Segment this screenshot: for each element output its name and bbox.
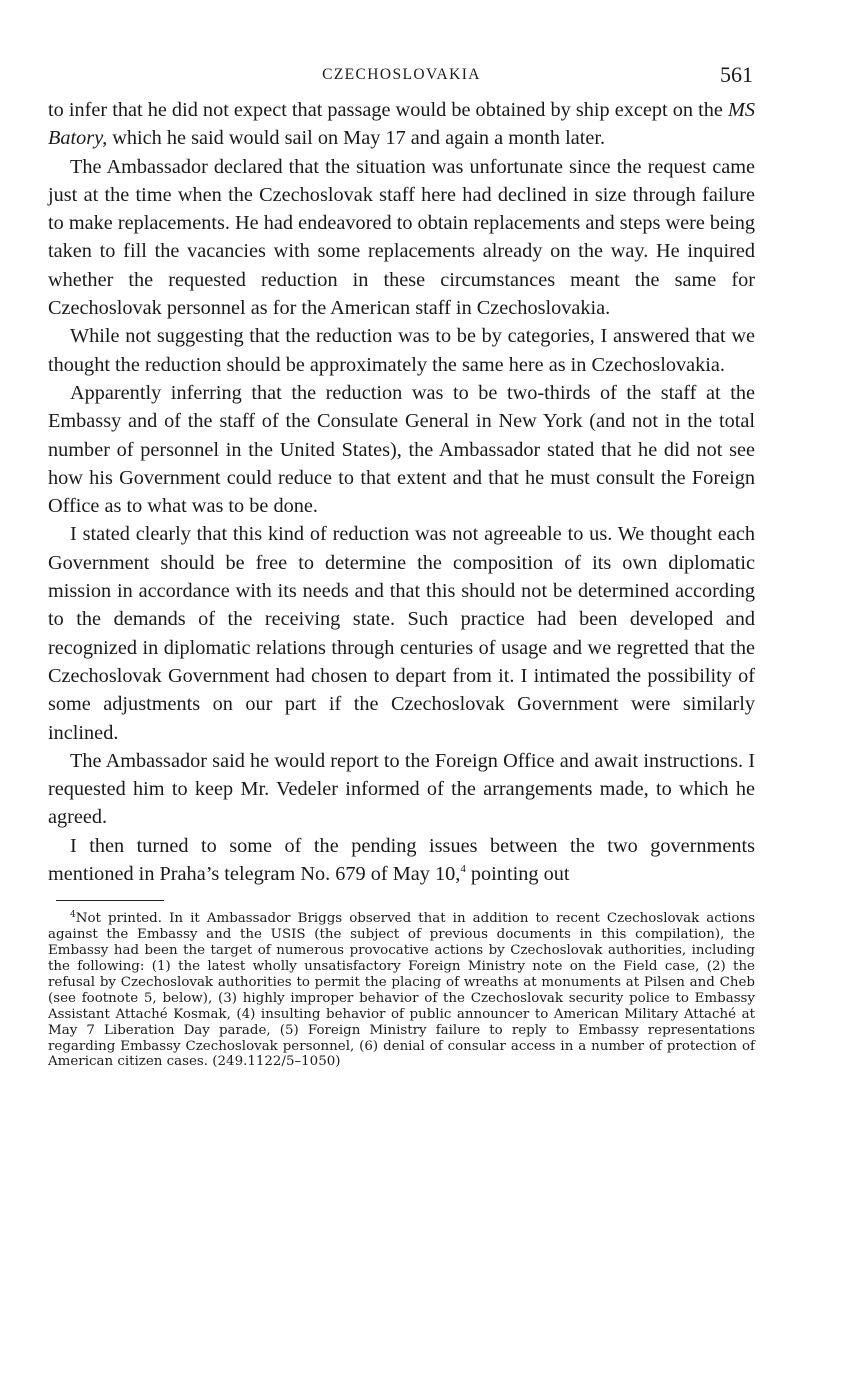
paragraph-apparently-inferring: Apparently inferring that the reduction was to be two-thirds of the staff at the Embassy and of the staff of the Consulate General in New York (and not in the total number of personnel in the United States), the Ambassador stated that he did not see how his Government could reduce to that extent and that he must consult the Foreign Office as to what was to be done. bbox=[48, 381, 755, 518]
footnote-reference: 4 bbox=[460, 863, 466, 876]
body-text bbox=[48, 96, 755, 888]
paragraph-text: I then turned to some of the pending issues between the two governments mentioned in Praha’s telegram No. 679 of May 10, bbox=[48, 834, 755, 886]
paragraph-text: to infer that he did not expect that passage would be obtained by ship except on the bbox=[48, 99, 723, 121]
footnote-divider bbox=[56, 900, 164, 901]
paragraph-ambassador-declared: The Ambassador declared that the situation was unfortunate since the request came just at the time when the Czechoslovak staff here had declined in size through failure to make replacements. He had endeavored to obtain replacements and steps were being taken to fill the vacancies with some replacements already on the way. He inquired whether the requested reduction in these circumstances meant the same for Czechoslovak personnel as for the American staff in Czechoslovakia. bbox=[48, 155, 755, 320]
paragraph-pending-issues bbox=[48, 832, 755, 889]
running-head bbox=[48, 62, 755, 96]
paragraph-text: which he said would sail on May 17 and again a month later. bbox=[112, 127, 606, 150]
footnote-text: Not printed. In it Ambassador Briggs observed that in addition to recent Czechoslovak actions against the Embassy and the USIS (the subject of previous documents in this compilation), the Embassy had been the target of numerous provocative actions by Czechoslovak authorities, including the following: (1) the latest wholly unsatisfactory Foreign Ministry note on the Field case, (2) the refusal by Czechoslovak authorities to permit the placing of wreaths at monuments at Pilsen and Cheb (see footnote 5, below), (3) highly improper behavior of the Czechoslovak security police to Embassy Assistant Attaché Kosmak, (4) insulting behavior of public announcer to American Military Attaché at May 7 Liberation Day parade, (5) Foreign Ministry failure to reply to Embassy representations regarding Embassy Czechoslovak personnel, (6) denial of consular access in a number of protection of American citizen cases. (249.1122/5–1050) bbox=[48, 911, 755, 1070]
running-title: CZECHOSLOVAKIA bbox=[322, 66, 481, 83]
paragraph-continuation bbox=[48, 96, 755, 153]
footnote bbox=[48, 911, 755, 1070]
paragraph-not-suggesting: While not suggesting that the reduction was to be by categories, I answered that we thought the reduction should be approximately the same here as in Czechoslovakia. bbox=[48, 325, 755, 376]
paragraph-stated-clearly: I stated clearly that this kind of reduction was not agreeable to us. We thought each Government should be free to determine the composition of its own diplomatic mission in accordance with its needs and that this should not be determined according to the demands of the receiving state. Such practice had been developed and recognized in diplomatic relations through centuries of usage and we regretted that the Czechoslovak Government had chosen to depart from it. I intimated the possibility of some adjustments on our part if the Czechoslovak Government were similarly inclined. bbox=[48, 523, 755, 744]
page-number: 561 bbox=[720, 62, 753, 87]
ship-name: MS Batory, bbox=[48, 99, 756, 150]
footnote-number: 4 bbox=[70, 910, 76, 921]
document-page bbox=[48, 62, 755, 1362]
paragraph-text: pointing out bbox=[470, 863, 570, 886]
paragraph-report-foreign-office: The Ambassador said he would report to the Foreign Office and await instructions. I requested him to keep Mr. Vedeler informed of the arrangements made, to which he agreed. bbox=[48, 749, 755, 829]
